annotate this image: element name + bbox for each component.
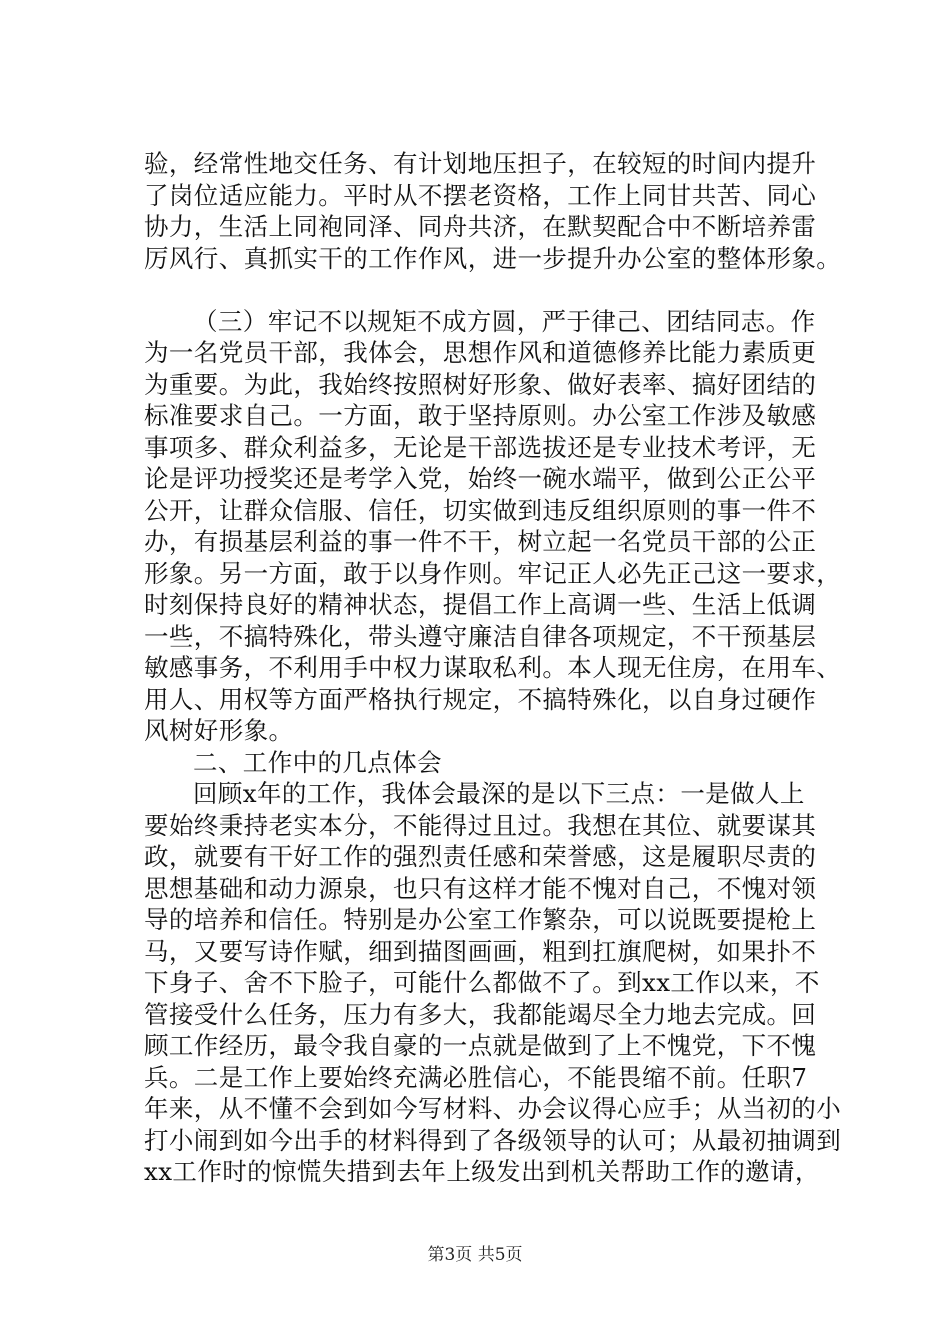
page-footer: 第3页 共5页 <box>427 1245 523 1265</box>
paragraph-1 <box>144 148 856 274</box>
text-line: 公开，让群众信服、信任，切实做到违反组织原则的事一件不 <box>144 495 817 525</box>
text-line: 马，又要写诗作赋，细到描图画画，粗到扛旗爬树，如果扑不 <box>144 936 817 966</box>
text-line: 政，就要有干好工作的强烈责任感和荣誉感，这是履职尽责的 <box>144 842 817 871</box>
text-line: 思想基础和动力源泉，也只有这样才能不愧对自己，不愧对领 <box>144 873 817 903</box>
text-line: 要始终秉持老实本分，不能得过且过。我想在其位、就要谋其 <box>144 810 817 840</box>
text-line: xx工作时的惊慌失措到去年上级发出到机关帮助工作的邀请， <box>144 1157 820 1186</box>
text-line: 为重要。为此，我始终按照树好形象、做好表率、搞好团结的 <box>144 369 817 399</box>
paragraph-3 <box>144 778 856 1188</box>
text-line: 办，有损基层利益的事一件不干，树立起一名党员干部的公正 <box>144 527 817 556</box>
document-body <box>144 148 856 1188</box>
text-line: 了岗位适应能力。平时从不摆老资格，工作上同甘共苦、同心 <box>144 180 817 210</box>
section-heading: 二、工作中的几点体会 <box>193 747 442 777</box>
text-line: 回顾x年的工作，我体会最深的是以下三点：一是做人上 <box>193 779 805 808</box>
paragraph-gap <box>144 274 856 306</box>
paragraph-2 <box>144 306 856 747</box>
text-line: 标准要求自己。一方面，敢于坚持原则。办公室工作涉及敏感 <box>144 401 817 430</box>
text-line: 敏感事务，不利用手中权力谋取私利。本人现无住房，在用车、 <box>144 653 842 682</box>
text-line: 验，经常性地交任务、有计划地压担子，在较短的时间内提升 <box>144 149 817 178</box>
text-line: 风树好形象。 <box>144 716 294 745</box>
text-line: 厉风行、真抓实干的工作作风，进一步提升办公室的整体形象。 <box>144 243 842 273</box>
text-line: 形象。另一方面，敢于以身作则。牢记正人必先正己这一要求， <box>144 558 842 588</box>
text-line: 时刻保持良好的精神状态，提倡工作上高调一些、生活上低调 <box>144 590 817 619</box>
text-line: 为一名党员干部，我体会，思想作风和道德修养比能力素质更 <box>144 338 817 367</box>
text-line: 论是评功授奖还是考学入党，始终一碗水端平，做到公正公平 <box>144 464 817 493</box>
text-line: 一些，不搞特殊化，带头遵守廉洁自律各项规定，不干预基层 <box>144 621 817 651</box>
text-line: 事项多、群众利益多，无论是干部选拔还是专业技术考评，无 <box>144 432 817 462</box>
text-line: 管接受什么任务，压力有多大，我都能竭尽全力地去完成。回 <box>144 999 817 1029</box>
text-line: （三）牢记不以规矩不成方圆，严于律己、团结同志。作 <box>193 306 816 336</box>
text-line: 年来，从不懂不会到如今写材料、办会议得心应手；从当初的小 <box>144 1094 842 1123</box>
text-line: 用人、用权等方面严格执行规定，不搞特殊化，以自身过硬作 <box>144 684 817 714</box>
text-line: 协力，生活上同袍同泽、同舟共济，在默契配合中不断培养雷 <box>144 212 817 241</box>
text-line: 下身子、舍不下脸子，可能什么都做不了。到xx工作以来，不 <box>144 968 820 997</box>
text-line: 打小闹到如今出手的材料得到了各级领导的认可；从最初抽调到 <box>144 1125 842 1155</box>
text-line: 顾工作经历，最令我自豪的一点就是做到了上不愧党，下不愧 <box>144 1031 817 1060</box>
text-line: 兵。二是工作上要始终充满必胜信心，不能畏缩不前。任职7 <box>144 1062 808 1092</box>
text-line: 导的培养和信任。特别是办公室工作繁杂，可以说既要提枪上 <box>144 905 817 934</box>
